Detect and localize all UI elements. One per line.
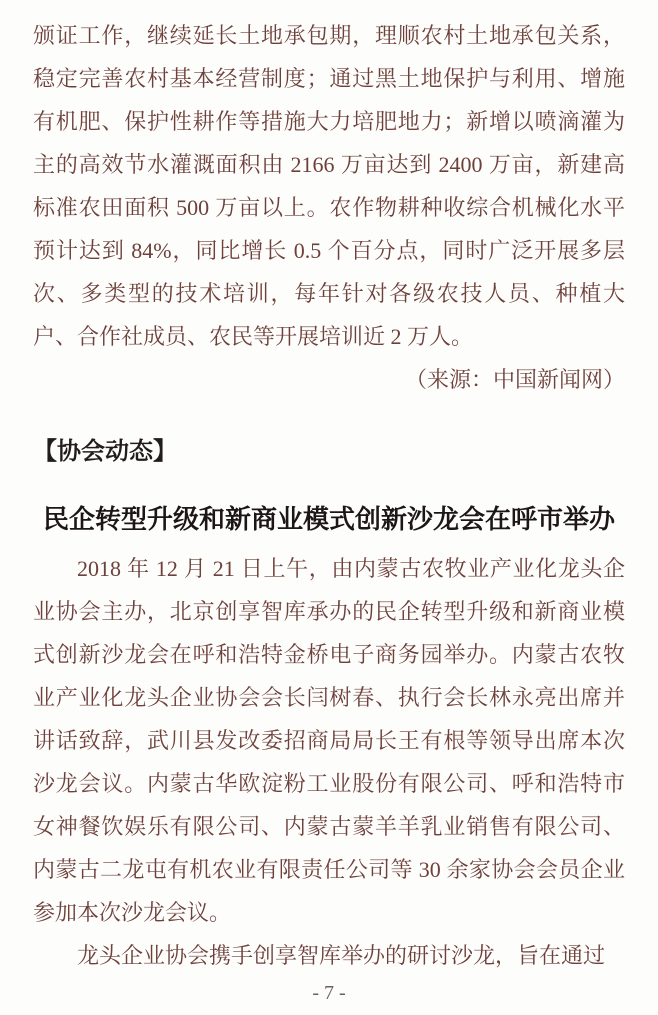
article-paragraph-2: 龙头企业协会携手创享智库举办的研讨沙龙，旨在通过 bbox=[77, 943, 606, 968]
section-header: 【协会动态】 bbox=[33, 438, 177, 465]
source-attribution: （来源：中国新闻网） bbox=[404, 367, 625, 392]
continued-paragraph: 颁证工作，继续延长土地承包期，理顺农村土地承包关系，稳定完善农村基本经营制度；通过黑土地保护与利用、增施有机肥、保护性耕作等措施大力培肥地力；新增以喷滴灌为主的高效节水灌溉面积由 2166 万亩达到 2400 万亩，新建高标准农田面积 500 万亩以上。农作物耕种收综合机械化水平预计达到 84%，同比增长 0.5 个百分点，同时广泛开展多层次、多类型的技术培训，每年针对各级农技人员、种植大户、合作社成员、农民等开展培训近 2 万人。 bbox=[33, 23, 625, 349]
page-number: - 7 - bbox=[312, 982, 346, 1004]
article-paragraph-1: 2018 年 12 月 21 日上午，由内蒙古农牧业产业化龙头企业协会主办，北京创享智库承办的民企转型升级和新商业模式创新沙龙会在呼和浩特金桥电子商务园举办。内蒙古农牧业产业化龙头企业协会会长闫树春、执行会长林永亮出席并讲话致辞，武川县发改委招商局局长王有根等领导出席本次沙龙会议。内蒙古华欧淀粉工业股份有限公司、呼和浩特市女神餐饮娱乐有限公司、内蒙古蒙羊羊乳业销售有限公司、内蒙古二龙屯有机农业有限责任公司等 30 余家协会会员企业参加本次沙龙会议。 bbox=[33, 556, 625, 925]
article-title: 民企转型升级和新商业模式创新沙龙会在呼市举办 bbox=[42, 505, 615, 534]
